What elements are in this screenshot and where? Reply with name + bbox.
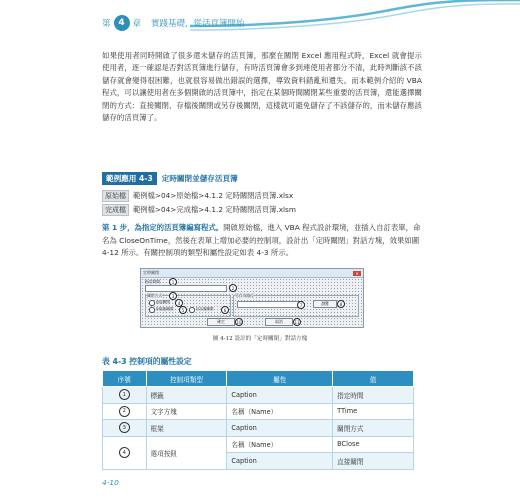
row-value: 指定時間 xyxy=(333,387,414,404)
source-file-tag: 原始檔 xyxy=(102,190,129,202)
row-number: 2 xyxy=(119,406,130,417)
saveas-path-textbox[interactable] xyxy=(237,301,303,308)
saveas-path-label: 另存為路徑 xyxy=(235,293,254,298)
marker-5: 5 xyxy=(179,306,187,314)
page-number: 4-10 xyxy=(102,478,119,487)
dialog-titlebar xyxy=(141,269,363,278)
source-file-row xyxy=(102,190,293,202)
example-title: 定時關閉並儲存活頁簿 xyxy=(161,174,238,183)
table-header-row xyxy=(103,371,414,387)
saveas-close-option[interactable]: 另存後關閉 xyxy=(189,307,213,313)
cancel-button[interactable]: 取消 xyxy=(265,318,293,326)
row-prop: Caption xyxy=(227,420,333,437)
row-value: 直接關閉 xyxy=(333,453,414,470)
chapter-suffix: 章 xyxy=(132,19,142,29)
row-type: 框架 xyxy=(146,420,227,437)
table-row xyxy=(103,420,414,437)
result-file-path: 範例檔>04>完成檔>4.1.2 定時關閉活頁簿.xlsm xyxy=(133,205,296,214)
table-title: 表 4-3 控制項的屬性設定 xyxy=(102,357,192,366)
header-no: 序號 xyxy=(103,371,147,387)
row-number: 3 xyxy=(119,422,130,433)
chapter-header xyxy=(102,14,245,32)
row-value: 關閉方式 xyxy=(333,420,414,437)
marker-1: 1 xyxy=(169,278,177,286)
table-row xyxy=(103,436,414,453)
properties-table xyxy=(102,370,414,470)
source-file-path: 範例檔>04>原始檔>4.1.2 定時關閉活頁簿.xlsx xyxy=(133,191,294,200)
chapter-number-badge: 4 xyxy=(114,15,130,31)
marker-11: 11 xyxy=(294,319,300,325)
marker-10: 10 xyxy=(236,319,242,325)
browse-button[interactable]: 瀏覽 xyxy=(313,300,337,308)
marker-4: 4 xyxy=(175,299,183,307)
row-number: 1 xyxy=(119,389,130,400)
save-close-option[interactable]: 存檔後關閉 xyxy=(149,307,173,313)
intro-paragraph: 如果使用者同時開啟了很多還未儲存的活頁簿，那麼在關閉 Excel 應用程式時，Excel 就會提示使用者，逐一確認是否對活頁簿進行儲存，有時活頁簿會多到連使用者都分不清，此時判斷該不該儲存就會變得很困難，也就很容易做出錯誤的選擇，導致資料錯亂和遺失。而本範例介紹的 VBA 程式，可以讓使用者在多個開啟的活頁簿中，指定在某個時間關閉某些重要的活頁簿，還能選擇關閉的方式：直接關閉、存檔後關閉或另存後關閉，這樣就可避免儲存了不該儲存的，而未儲存應該儲存的活頁簿了。 xyxy=(102,51,422,123)
close-icon[interactable]: ✕ xyxy=(353,271,361,276)
chapter-title: 實踐基礎，從活頁簿開始 xyxy=(151,19,245,29)
step-text: 開啟原始檔，進入 VBA 程式設計環境，並插入自訂表單，命名為 CloseOnTime，然後在表單上增加必要的控制項，設計出「定時關閉」對話方塊，效果如圖 4-12 所示。有關控制項的類型和屬性設定如表 4-3 所示。 xyxy=(102,223,421,258)
marker-6: 6 xyxy=(221,306,229,314)
dialog-title: 定時關閉 xyxy=(143,270,159,275)
row-type: 文字方塊 xyxy=(146,403,227,420)
row-prop: 名稱（Name） xyxy=(227,403,333,420)
radio-icon xyxy=(149,300,155,306)
dialog-body xyxy=(141,278,363,327)
time-label: 指定時間 xyxy=(145,279,161,284)
step-label: 第 1 步，為指定的活頁簿編寫程式。 xyxy=(102,223,224,232)
result-file-row xyxy=(102,204,296,216)
row-prop: 名稱（Name） xyxy=(227,436,333,453)
table-row xyxy=(103,387,414,404)
radio-icon xyxy=(149,307,155,313)
row-value: TTime xyxy=(333,403,414,420)
row-prop: Caption xyxy=(227,387,333,404)
row-type: 標籤 xyxy=(146,387,227,404)
direct-close-option[interactable]: 直接關閉 xyxy=(149,300,170,306)
row-prop: Caption xyxy=(227,453,333,470)
marker-3: 3 xyxy=(169,292,177,300)
marker-8: 8 xyxy=(337,300,345,308)
method-frame-label: 關閉方式 xyxy=(147,293,163,298)
radio-icon xyxy=(189,307,195,313)
table-row xyxy=(103,403,414,420)
marker-7: 7 xyxy=(297,301,305,309)
row-type: 選項按鈕 xyxy=(146,436,227,469)
header-prop: 屬性 xyxy=(227,371,333,387)
header-value: 值 xyxy=(333,371,414,387)
header-type: 控制項類型 xyxy=(146,371,227,387)
example-tag: 範例應用 4-3 xyxy=(102,172,157,185)
marker-2: 2 xyxy=(229,284,237,292)
step-paragraph xyxy=(102,222,422,260)
chapter-prefix: 第 xyxy=(102,19,111,29)
row-value: BClose xyxy=(333,436,414,453)
example-heading xyxy=(102,172,238,185)
ok-button[interactable]: 確定 xyxy=(207,318,235,326)
close-on-time-dialog xyxy=(140,268,364,328)
figure-caption: 圖 4-12 設計的「定時關閉」對話方塊 xyxy=(212,336,308,342)
time-textbox[interactable] xyxy=(145,285,227,292)
result-file-tag: 完成檔 xyxy=(102,204,129,216)
row-number: 4 xyxy=(119,447,130,458)
